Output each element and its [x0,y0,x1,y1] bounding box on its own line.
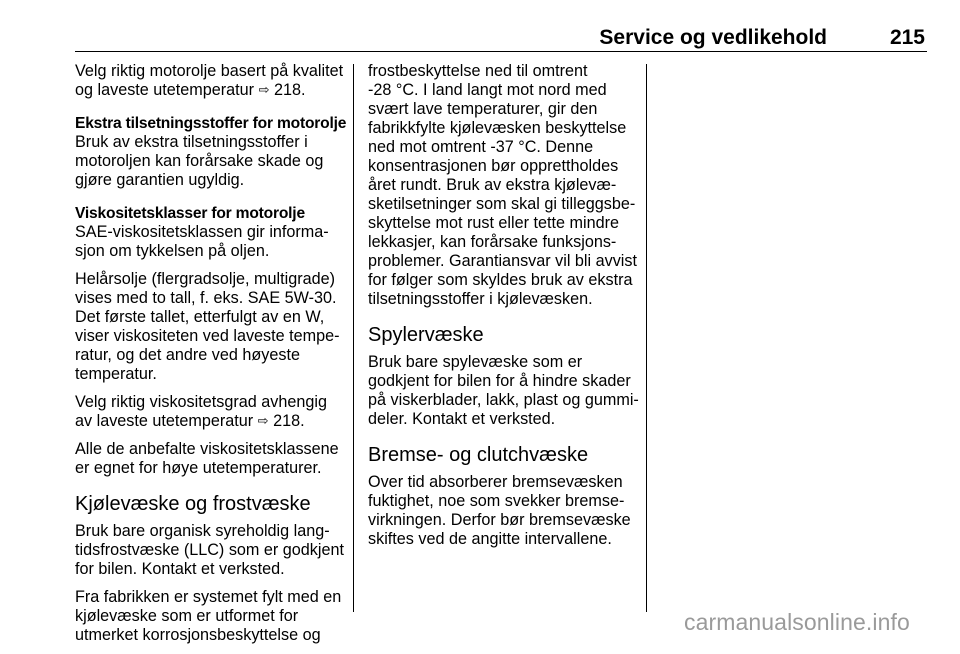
heading-washer-fluid: Spylervæske [368,324,484,346]
section-title: Service og vedlikehold [599,26,827,49]
left-column [75,62,347,654]
paragraph-multigrade: Helårsolje (flergradsolje, multigrade) vises med to tall, f. eks. SAE 5W-30. Det første tallet, etterfulgt av en W, viser viskositeten ved laveste tempe- ratur, og det andre ved høyeste temperatur. [75,270,340,383]
right-column [368,62,638,558]
paragraph-washer-fluid: Bruk bare spylevæske som er godkjent for bilen for å hindre skader på viskerblader, lakk, plast og gummi- deler. Kontakt et verksted. [368,353,639,428]
arrow-icon[interactable]: ⇨ [257,413,269,428]
heading-brake-fluid: Bremse- og clutchvæske [368,444,589,466]
column-divider-right [646,64,647,612]
watermark: carmanualsonline.info [684,609,910,635]
paragraph-additives: Ekstra tilsetningsstoffer for motorolje Bruk av ekstra tilsetningsstoffer i motoroljen kan forårsake skade og gjøre garantien ugyldig. [75,115,347,189]
paragraph-oil-quality: Velg riktig motorolje basert på kvalitet og laveste utetemperatur ⇨ 218. [75,62,344,99]
paragraph-coolant-type: Bruk bare organisk syreholdig lang- tidsfrostvæske (LLC) som er godkjent for bilen. Kontakt et verksted. [75,522,344,578]
arrow-icon[interactable]: ⇨ [258,82,270,97]
subheading-viscosity: Viskositetsklasser for motorolje [75,205,305,222]
paragraph-recommended-classes: Alle de anbefalte viskositetsklassene er egnet for høye utetemperaturer. [75,440,339,477]
subheading-additives: Ekstra tilsetningsstoffer for motorolje [75,115,347,132]
paragraph-frost-protection: frostbeskyttelse ned til omtrent -28 °C. I land langt mot nord med svært lave temperaturer, gir den fabrikkfylte kjølevæsken beskyttelse ned mot omtrent -37 °C. Denne konsentrasjonen bør opprettholdes året rundt. Bruk av ekstra kjølevæ- sketilsetninger som skal gi tilleggsbe- skyttelse mot rust eller tette mindre lekkasjer, kan forårsake funksjons- problemer. Garantiansvar vil bli avvist for følger som skyldes bruk av ekstra tilsetningsstoffer i kjølevæsken. [368,62,637,308]
header-divider [75,51,927,52]
page-reference-link[interactable]: 218. [269,81,306,99]
paragraph-factory-fill: Fra fabrikken er systemet fylt med en kjølevæske som er utformet for utmerket korrosjonsbeskyttelse og [75,588,342,644]
paragraph-brake-fluid: Over tid absorberer bremsevæsken fuktighet, noe som svekker bremse- virkningen. Derfor bør bremsevæske skiftes ved de angitte intervallene. [368,473,631,548]
column-divider-left [353,64,354,612]
page-header [75,22,927,52]
page-reference-link[interactable]: 218. [268,412,305,430]
page-number: 215 [889,26,925,49]
paragraph-viscosity-grade: Velg riktig viskositetsgrad avhengig av laveste utetemperatur ⇨ 218. [75,393,327,430]
paragraph-viscosity: Viskositetsklasser for motorolje SAE-viskositetsklassen gir informa- sjon om tykkelsen på oljen. [75,204,347,261]
heading-coolant: Kjølevæske og frostvæske [75,493,311,515]
